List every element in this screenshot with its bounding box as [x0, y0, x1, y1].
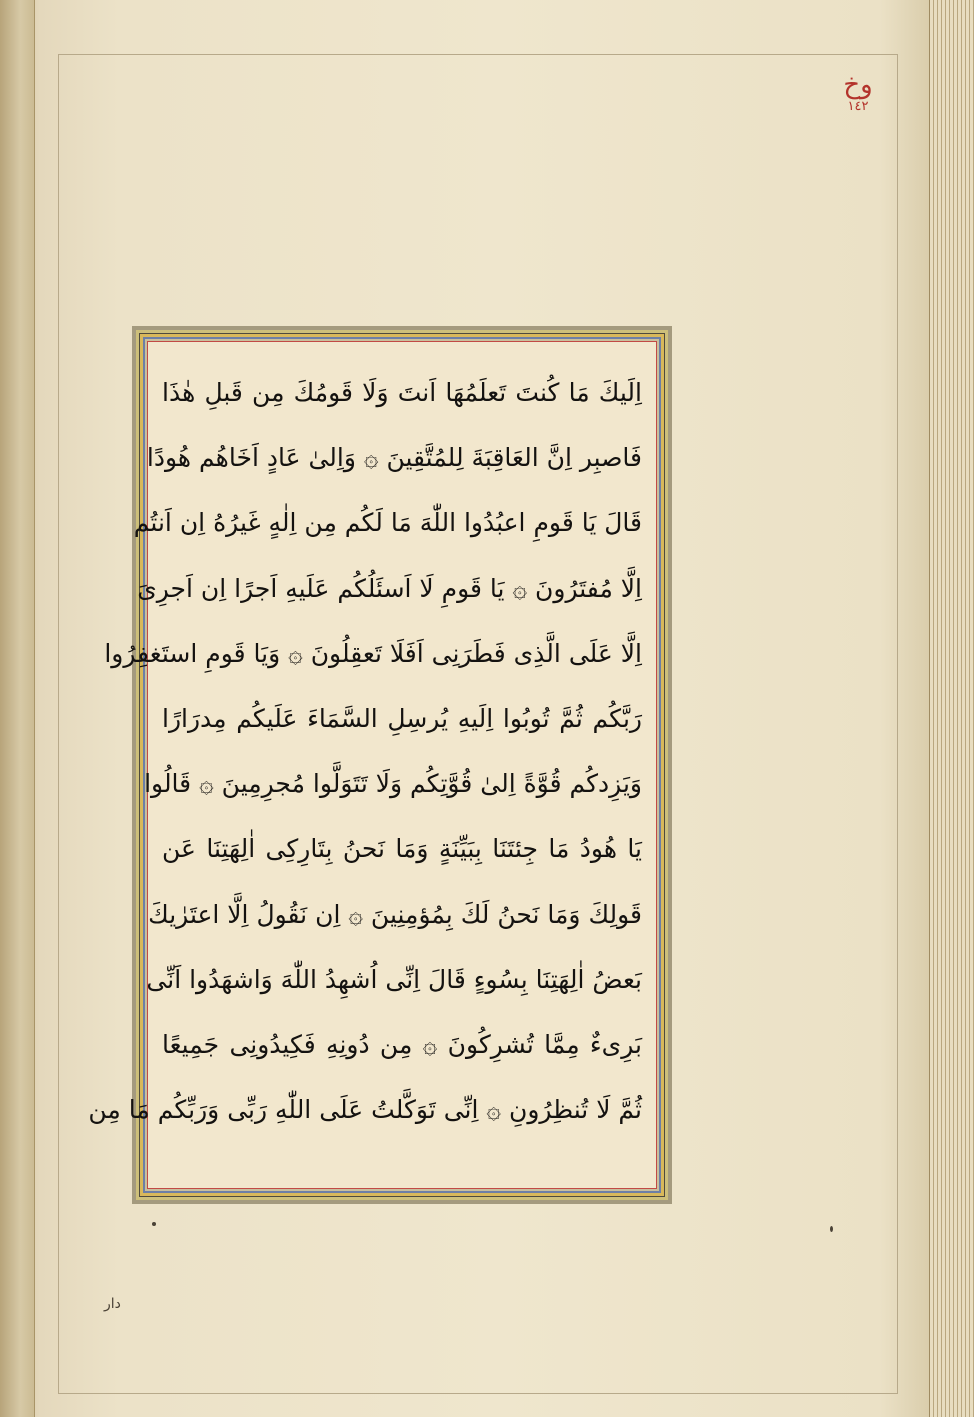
- text-panel: [88, 326, 672, 1204]
- text-line: وَیَزِدكُم قُوَّةً اِلىٰ قُوَّتِكُم وَلَا تَتَوَلَّوا مُجرِمِینَ ۞ قَالُوا: [144, 769, 642, 799]
- text-line: فَاصبِر اِنَّ العَاقِبَةَ لِلمُتَّقِینَ ۞ وَاِلىٰ عَادٍ اَخَاهُم هُودًا: [146, 443, 642, 473]
- marginal-note: دار: [104, 1296, 121, 1312]
- facing-page-edge: [0, 0, 35, 1417]
- folio-number: [838, 70, 878, 114]
- text-line: اِلَّا مُفتَرُونَ ۞ یَا قَومِ لَا اَسئَلُكُم عَلَیهِ اَجرًا اِن اَجرِیَ: [137, 573, 642, 603]
- ink-speck: [152, 1222, 156, 1226]
- folio-numeral: ١٤٢: [847, 99, 869, 114]
- ink-speck: [830, 1226, 833, 1232]
- text-line: یَا هُودُ مَا جِئتَنَا بِبَیِّنَةٍ وَمَا نَحنُ بِتَارِكِی اٰلِهَتِنَا عَن: [162, 834, 642, 864]
- text-block: [88, 342, 656, 1188]
- text-line: رَبَّكُم ثُمَّ تُوبُوا اِلَیهِ یُرسِلِ السَّمَاءَ عَلَیكُم مِدرَارًا: [162, 703, 642, 733]
- text-line: قَولِكَ وَمَا نَحنُ لَكَ بِمُؤمِنِینَ ۞ اِن نَقُولُ اِلَّا اعتَرٰیكَ: [148, 899, 642, 929]
- text-lines: [88, 360, 642, 1142]
- text-line: ثُمَّ لَا تُنظِرُونِ ۞ اِنِّی تَوَكَّلتُ عَلَى اللّٰهِ رَبِّی وَرَبِّكُم مَا مِن: [88, 1095, 642, 1125]
- folio-abjad: وخ: [843, 70, 873, 100]
- text-line: بَرِیءٌ مِمَّا تُشرِكُونَ ۞ مِن دُونِهِ فَكِیدُونِی جَمِیعًا: [162, 1029, 642, 1059]
- text-line: اِلَیكَ مَا كُنتَ تَعلَمُهَا اَنتَ وَلَا قَومُكَ مِن قَبلِ هٰذَا: [162, 378, 642, 407]
- page-stack-edges: [929, 0, 974, 1417]
- text-line: بَعضُ اٰلِهَتِنَا بِسُوءٍ قَالَ اِنِّی اُشهِدُ اللّٰهَ وَاشهَدُوا اَنِّی: [146, 964, 642, 994]
- text-line: قَالَ یَا قَومِ اعبُدُوا اللّٰهَ مَا لَكُم مِن اِلٰهٍ غَیرُهُ اِن اَنتُم: [133, 508, 642, 538]
- text-line: اِلَّا عَلَى الَّذِی فَطَرَنِی اَفَلَا تَعقِلُونَ ۞ وَیَا قَومِ استَغفِرُوا: [104, 638, 642, 668]
